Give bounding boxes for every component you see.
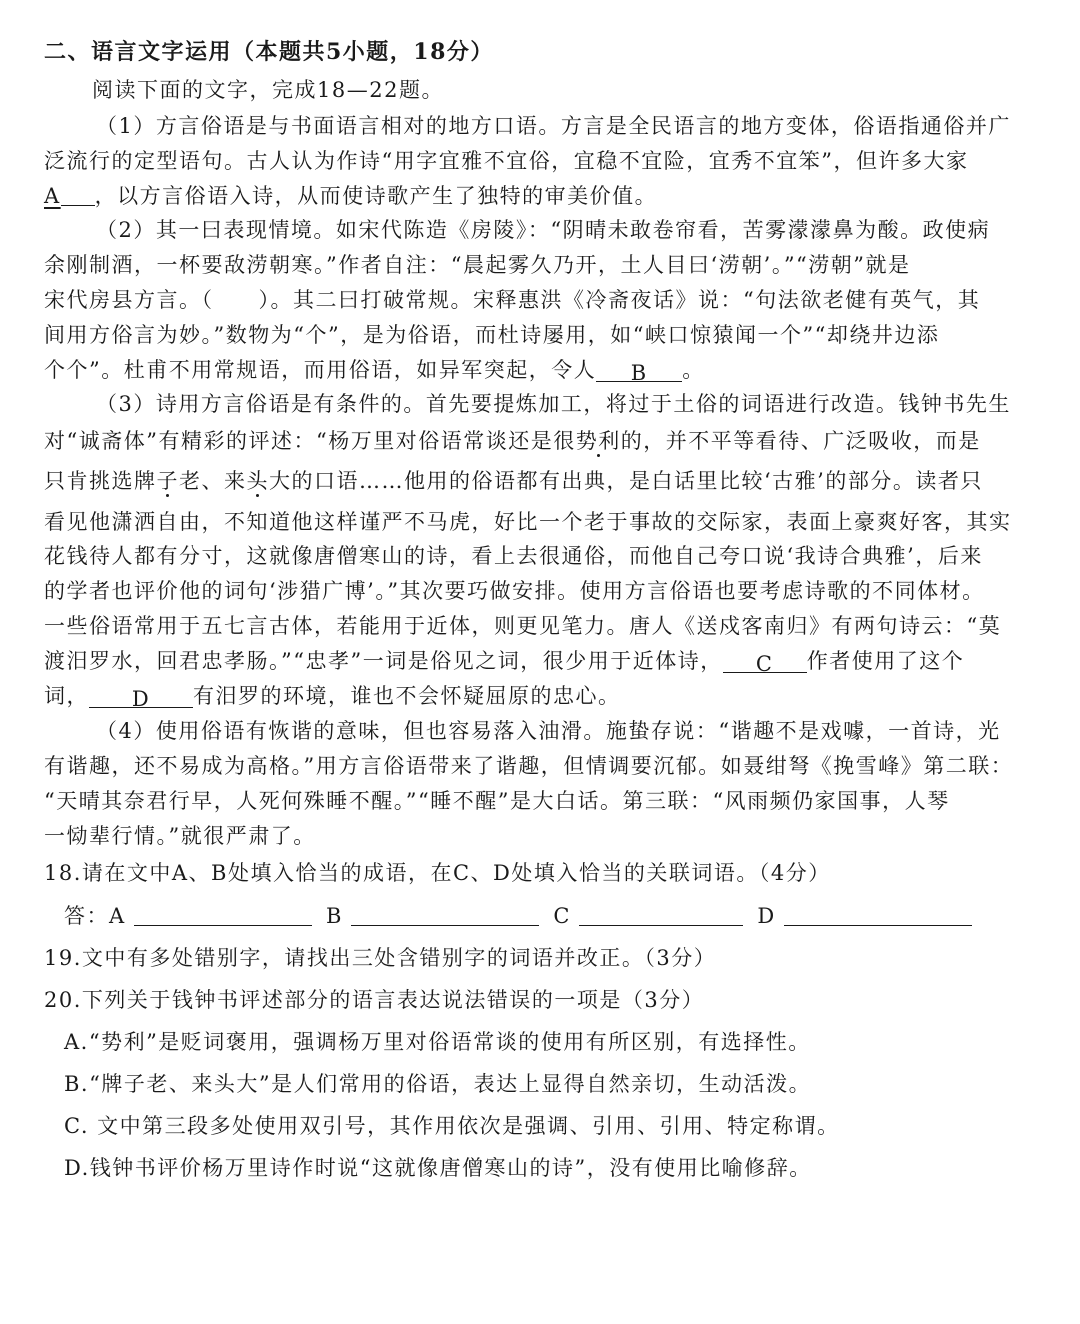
p2-line-1: （2）其一曰表现情境。如宋代陈造《房陵》：“阴晴未敢卷帘看，苦雾濛濛鼻为酸。政使病: [96, 218, 991, 242]
p3-line-3: [44, 467, 983, 495]
p4-line-2: 有谐趣，还不易成为高格。”用方言俗语带来了谐趣，但情调要沉郁。如聂绀弩《挽雪峰》第二联：: [44, 754, 1014, 778]
blank-a-line: [61, 183, 95, 206]
q20-option-c[interactable]: C. 文中第三段多处使用双引号，其作用依次是强调、引用、引用、特定称谓。: [64, 1114, 840, 1138]
p3-line-2: [44, 427, 981, 455]
p4-line-3: “天晴其奈君行早，人死何殊睡不醒。”“睡不醒”是大白话。第三联：“风雨频仍家国事，人琴: [44, 789, 950, 813]
p3-line-9-post: 有汨罗的环境，谁也不会怀疑屈原的忠心。: [193, 684, 621, 708]
p2-line-4: 间用方俗言为妙。”数物为“个”，是为俗语，而杜诗屡用，如“峡口惊猿闻一个”“却绕井边添: [44, 323, 940, 347]
emphasis-shili: 势利: [575, 429, 621, 453]
p3-line-8-pre: 渡汨罗水，回君忠孝肠。”“忠孝”一词是俗见之词，很少用于近体诗，: [44, 649, 723, 673]
blank-b[interactable]: [596, 359, 682, 385]
p1-line-3: [44, 182, 657, 210]
answer-label-b: B: [326, 904, 343, 928]
answer-label-d: D: [757, 904, 776, 928]
p3-line-6: 的学者也评价他的词句‘涉猎广博’。”其次要巧做安排。使用方言俗语也要考虑诗歌的不同体材。: [44, 579, 985, 603]
answer-label-a: 答：A: [64, 904, 126, 928]
emphasis-paizilao: 牌子老: [134, 469, 202, 493]
emphasis-laitouda: 来头大: [224, 469, 292, 493]
p3-line-9-pre: 词，: [44, 684, 89, 708]
p1-line-2: 泛流行的定型语句。古人认为作诗“用字宜雅不宜俗，宜稳不宜险，宜秀不宜笨”，但许多大家: [44, 149, 969, 173]
p3-line-2-c: 的，并不平等看待、广泛吸收，而是: [620, 429, 981, 453]
question-19: 19.文中有多处错别字，请找出三处含错别字的词语并改正。（3分）: [44, 946, 717, 970]
p1-line-1: （1）方言俗语是与书面语言相对的地方口语。方言是全民语言的地方变体，俗语指通俗并广: [96, 114, 1011, 138]
p3-line-3-e: 的口语……他用的俗语都有出典，是白话里比较‘古雅’的部分。读者只: [291, 469, 983, 493]
answer-label-c: C: [553, 904, 571, 928]
p2-line-5-post: 。: [682, 358, 705, 382]
answer-blank-b[interactable]: [351, 903, 539, 926]
q20-option-a[interactable]: A.“势利”是贬词褒用，强调杨万里对俗语常谈的使用有所区别，有选择性。: [64, 1030, 811, 1054]
p2-line-3: 宋代房县方言。（ ）。其二曰打破常规。宋释惠洪《冷斋夜话》说：“句法欲老健有英气，其: [44, 288, 981, 312]
section-intro: 阅读下面的文字，完成18—22题。: [92, 78, 444, 102]
p2-line-5-pre: 个个”。杜甫不用常规语，而用俗语，如异军突起，令人: [44, 358, 597, 382]
blank-c-label: C: [755, 652, 774, 676]
p3-line-9: [44, 682, 621, 710]
p3-line-4: 看见他潇洒自由，不知道他这样谨严不马虎，好比一个老于事故的交际家，表面上豪爽好客，其实: [44, 510, 1012, 534]
p3-line-5: 花钱待人都有分寸，这就像唐僧寒山的诗，看上去很通俗，而他自己夸口说‘我诗合典雅’，后来: [44, 544, 983, 568]
section-heading: 二、语言文字运用（本题共5小题，18分）: [44, 39, 494, 65]
question-20: 20.下列关于钱钟书评述部分的语言表达说法错误的一项是（3分）: [44, 988, 705, 1012]
p3-line-1: （3）诗用方言俗语是有条件的。首先要提炼加工，将过于土俗的词语进行改造。钱钟书先生: [96, 392, 1011, 416]
blank-d[interactable]: [89, 685, 193, 711]
answer-blank-c[interactable]: [579, 903, 743, 926]
p3-line-8: [44, 647, 964, 675]
question-18: 18.请在文中A、B处填入恰当的成语，在C、D处填入恰当的关联词语。（4分）: [44, 861, 831, 885]
p3-line-7: 一些俗语常用于五七言古体，若能用于近体，则更见笔力。唐人《送戍客南归》有两句诗云：“莫: [44, 614, 1002, 638]
blank-c[interactable]: [723, 650, 807, 676]
p4-line-4: 一恸辈行情。”就很严肃了。: [44, 824, 316, 848]
blank-a[interactable]: A: [44, 184, 61, 208]
p1-line-3-rest: ，以方言俗语入诗，从而使诗歌产生了独特的审美价值。: [94, 184, 658, 208]
p2-line-2: 余刚制酒，一杯要敌涝朝寒。”作者自注：“晨起雾久乃开，土人目曰‘涝朝’。”“涝朝”就是: [44, 253, 911, 277]
q18-answer-row: [64, 902, 972, 930]
blank-d-label: D: [131, 687, 151, 711]
answer-blank-a[interactable]: [134, 903, 312, 926]
p3-line-8-post: 作者使用了这个: [806, 649, 965, 673]
p2-line-5: [44, 356, 705, 384]
answer-blank-d[interactable]: [784, 903, 972, 926]
p3-line-3-c: 、: [201, 469, 224, 493]
blank-b-label: B: [630, 361, 648, 385]
p3-line-3-a: 只肯挑选: [44, 469, 134, 493]
p3-line-2-a: 对“诚斋体”有精彩的评述：“杨万里对俗语常谈还是很: [44, 429, 576, 453]
p4-line-1: （4）使用俗语有恢谐的意味，但也容易落入油滑。施蛰存说：“谐趣不是戏噱，一首诗，光: [96, 719, 1001, 743]
q20-option-b[interactable]: B.“牌子老、来头大”是人们常用的俗语，表达上显得自然亲切，生动活泼。: [64, 1072, 812, 1096]
q20-option-d[interactable]: D.钱钟书评价杨万里诗作时说“这就像唐僧寒山的诗”，没有使用比喻修辞。: [64, 1156, 812, 1180]
